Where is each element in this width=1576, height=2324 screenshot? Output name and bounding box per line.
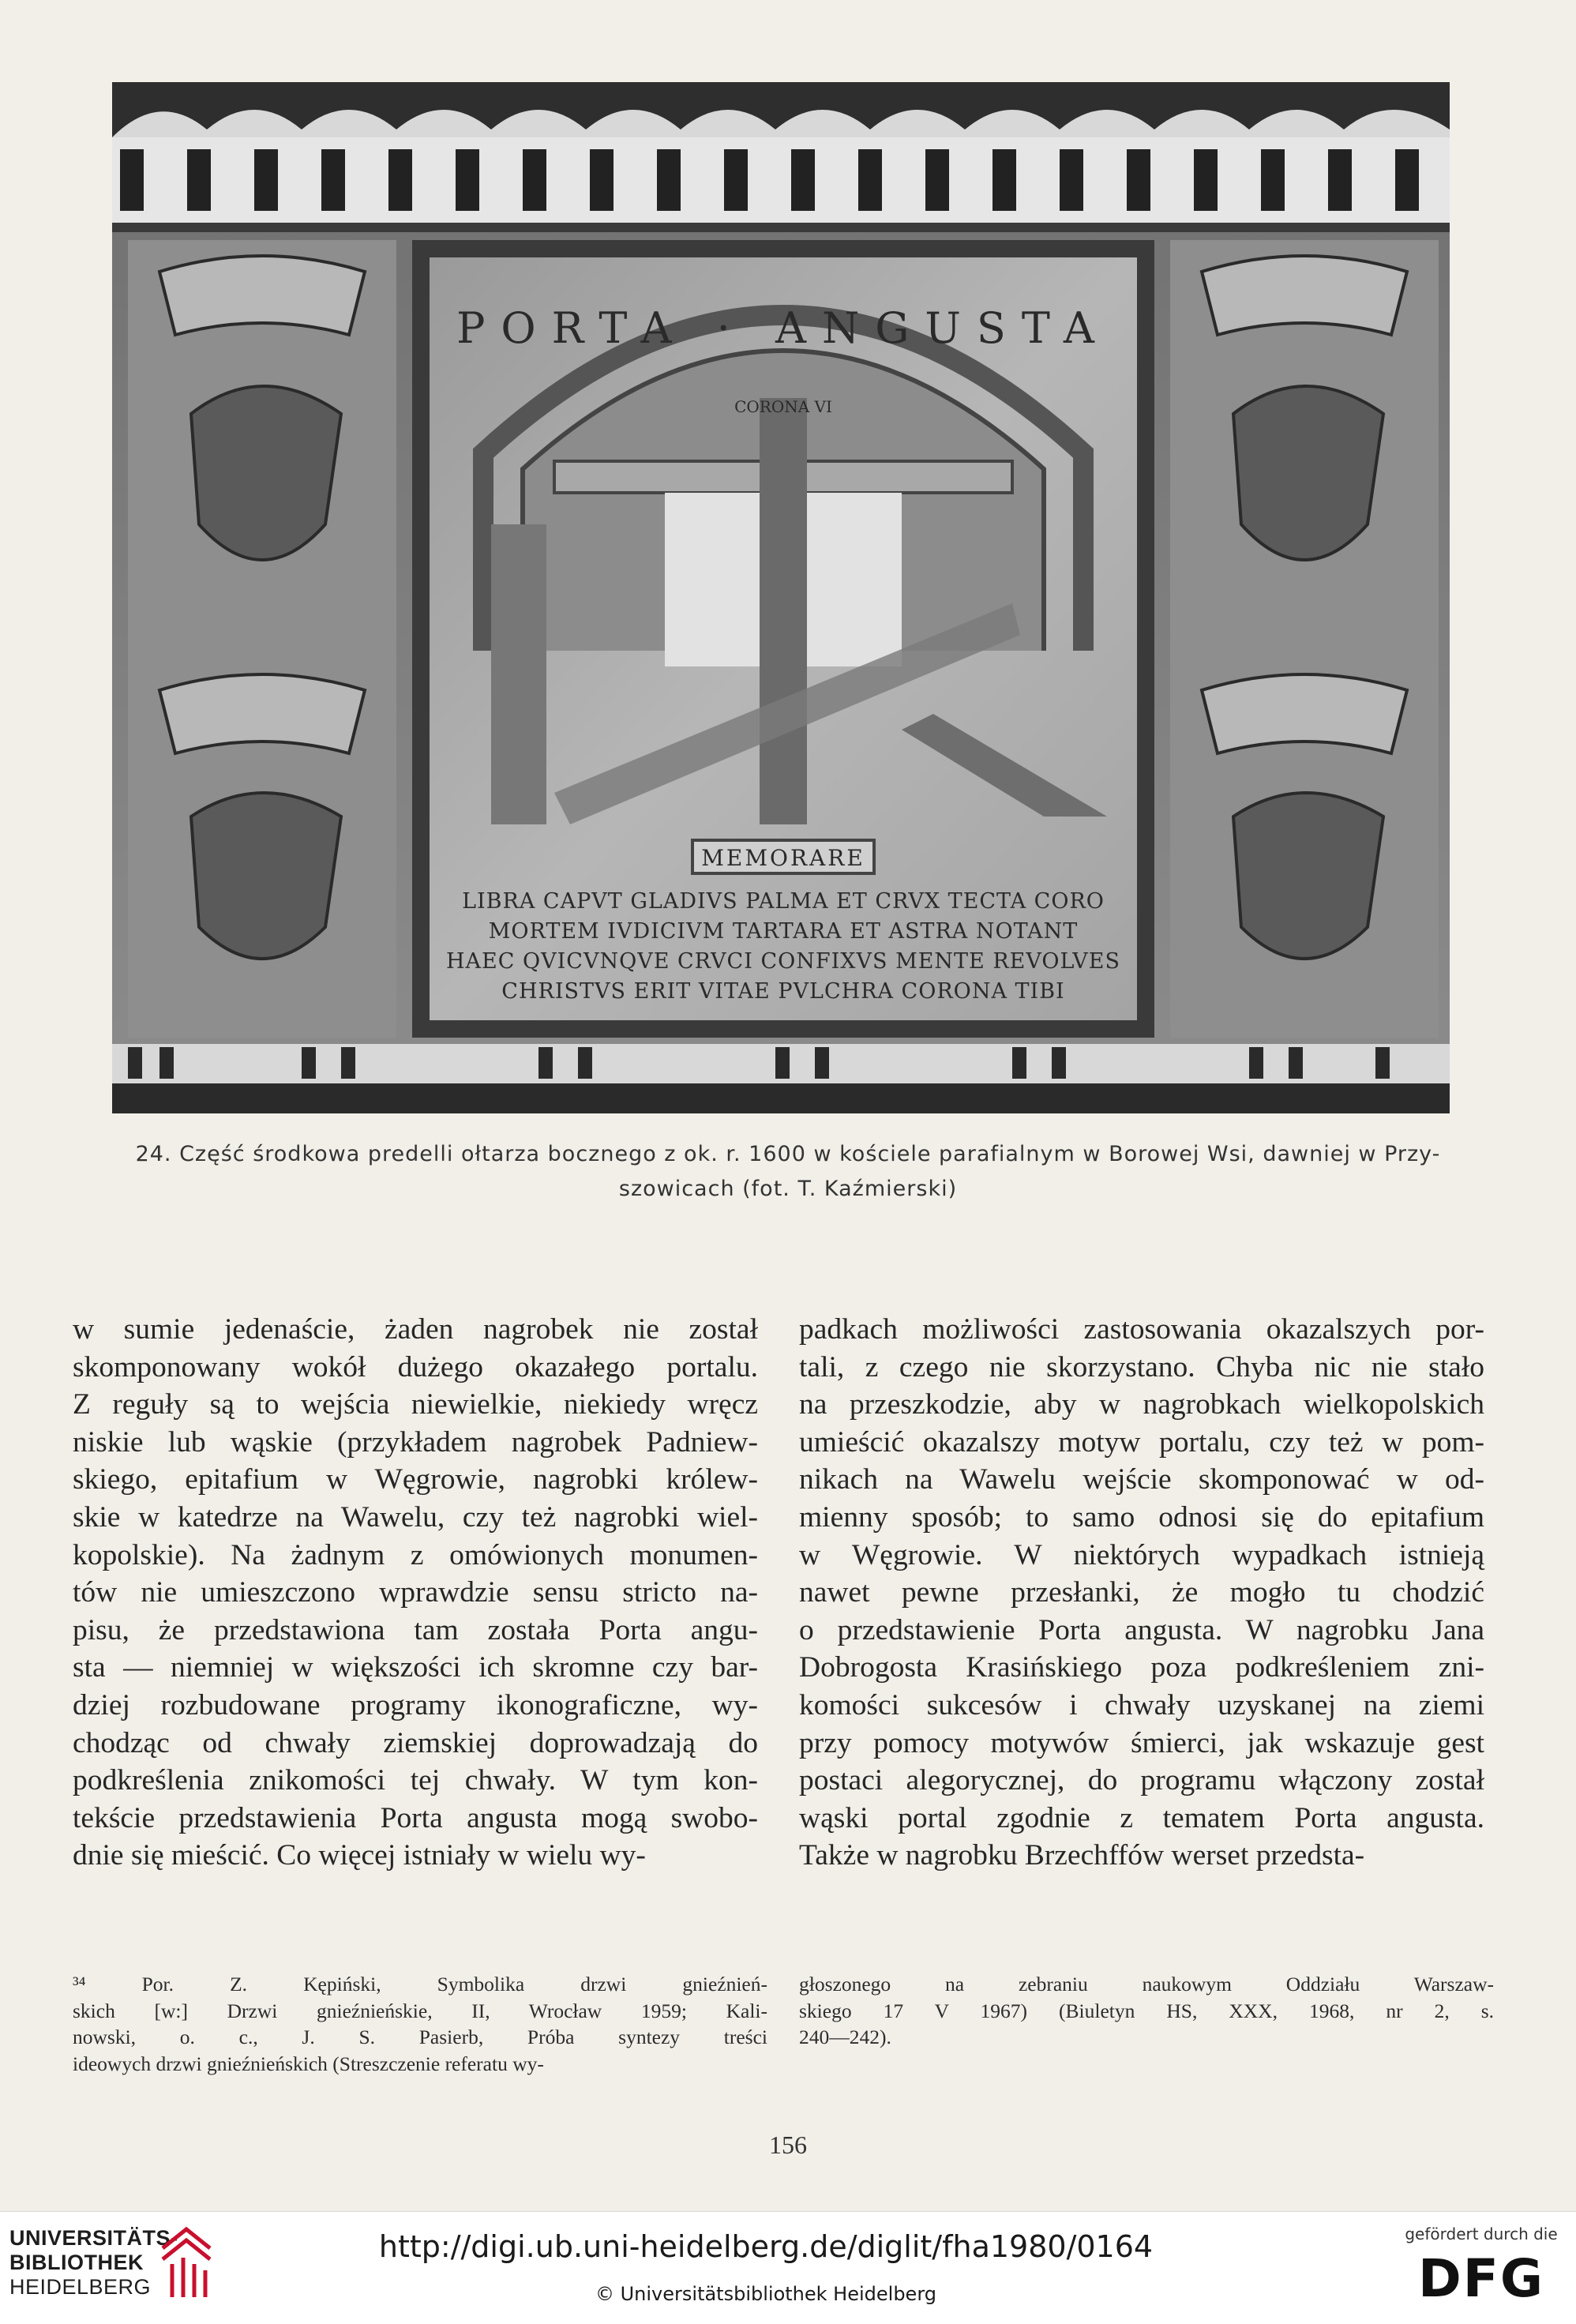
inscription-line-4: CHRISTVS ERIT VITAE PVLCHRA CORONA TIBI (501, 979, 1065, 1004)
inscription-line-1: LIBRA CAPVT GLADIVS PALMA ET CRVX TECTA CORO (462, 889, 1105, 914)
body-line: chodząc od chwały ziemskiej doprowadzają do (73, 1726, 758, 1759)
body-line: o przedstawienie Porta angusta. W nagrobku Jana (799, 1613, 1484, 1646)
body-line: wąski portal zgodnie z tematem Porta angusta. (799, 1801, 1484, 1834)
body-line: Dobrogosta Krasińskiego poza podkreśleniem zni- (799, 1651, 1484, 1684)
body-line: pisu, że przedstawiona tam została Porta angu- (73, 1613, 758, 1646)
body-line: nawet pewne przesłanki, że mogło tu chodzić (799, 1576, 1484, 1609)
body-line: Z reguły są to wejścia niewielkie, niekiedy wręcz (73, 1388, 758, 1421)
body-text-left-column (73, 1311, 758, 1875)
footnote-line: ideowych drzwi gnieźnieńskich (Streszczenie referatu wy- (73, 2052, 544, 2075)
body-line: Także w nagrobku Brzechffów werset przedsta- (799, 1839, 1365, 1872)
body-line: w sumie jedenaście, żaden nagrobek nie został (73, 1313, 758, 1346)
library-name: UNIVERSITÄTS- BIBLIOTHEK HEIDELBERG (9, 2226, 178, 2299)
footnote-left-column (73, 1971, 767, 2077)
body-line: na przeszkodzie, aby w nagrobkach wielkopolskich (799, 1388, 1484, 1421)
page-number: 156 (769, 2131, 807, 2159)
body-line: niskie lub wąskie (przykładem nagrobek Padniew- (73, 1425, 758, 1459)
body-line: tali, z czego nie skorzystano. Chyba nic nie stało (799, 1350, 1484, 1384)
body-text-right-column (799, 1311, 1484, 1875)
body-line: umieścić okazalszy motyw portalu, czy też w pom- (799, 1425, 1484, 1459)
caption-line-2: szowicach (fot. T. Kaźmierski) (618, 1177, 958, 1201)
footnote-right-column (799, 1971, 1494, 2051)
copyright-notice: © Universitätsbibliothek Heidelberg (595, 2283, 936, 2305)
body-line: skiego, epitafium w Węgrowie, nagrobki królew- (73, 1463, 758, 1496)
footnote-line: głoszonego na zebraniu naukowym Oddziału Warszaw- (799, 1973, 1494, 1995)
body-line: sta — niemniej w większości ich skromne czy bar- (73, 1651, 758, 1684)
crown-label-text: CORONA VI (734, 397, 832, 416)
document-url-link[interactable]: http://digi.ub.uni-heidelberg.de/diglit/fha1980/0164 (378, 2229, 1154, 2264)
body-line: dnie się mieścić. Co więcej istniały w wielu wy- (73, 1839, 646, 1872)
body-line: dziej rozbudowane programy ikonograficzne, wy- (73, 1688, 758, 1721)
predella-photograph (112, 82, 1450, 1113)
body-line: podkreślenia znikomości tej chwały. W tym kon- (73, 1764, 758, 1797)
footnote-line: skiego 17 V 1967) (Biuletyn HS, XXX, 1968, nr 2, s. (799, 1999, 1494, 2022)
inscription-line-2: MORTEM IVDICIVM TARTARA ET ASTRA NOTANT (488, 919, 1079, 944)
body-line: w Węgrowie. W niektórych wypadkach istnieją (799, 1538, 1484, 1571)
body-line: postaci alegorycznej, do programu włączony został (799, 1764, 1484, 1797)
body-line: kopolskie). Na żadnym z omówionych monumen- (73, 1538, 758, 1571)
dfg-logo: DFG (1417, 2248, 1545, 2309)
body-line: padkach możliwości zastosowania okazalszych por- (799, 1313, 1484, 1346)
footnote-line: 240—242). (799, 2026, 891, 2048)
funding-label: gefördert durch die (1405, 2225, 1558, 2243)
body-line: tów nie umieszczono wprawdzie sensu stricto na- (73, 1576, 758, 1609)
digitization-footer (0, 2211, 1576, 2324)
memorare-text: MEMORARE (701, 845, 865, 871)
body-line: skie w katedrze na Wawelu, czy też nagrobki wiel- (73, 1500, 758, 1534)
caption-line-1: 24. Część środkowa predelli ołtarza bocznego z ok. r. 1600 w kościele parafialnym w Borowej Wsi, dawniej w Przy- (135, 1142, 1441, 1166)
footnote-line: ³⁴ Por. Z. Kępiński, Symbolika drzwi gnieźnień- (73, 1973, 767, 1995)
body-line: mienny sposób; to samo odnosi się do epitafium (799, 1500, 1484, 1534)
figure-caption (87, 1137, 1489, 1207)
footnote-line: skich [w:] Drzwi gnieźnieńskie, II, Wrocław 1959; Kali- (73, 1999, 767, 2022)
body-line: nikach na Wawelu wejście skomponować w od- (799, 1463, 1484, 1496)
inscription-line-3: HAEC QVICVNQVE CRVCI CONFIXVS MENTE REVOLVES (446, 949, 1120, 974)
panel-title-text: PORTA · ANGUSTA (456, 303, 1110, 353)
body-line: skomponowany wokół dużego okazałego portalu. (73, 1350, 758, 1384)
footnote-line: nowski, o. c., J. S. Pasierb, Próba syntezy treści (73, 2026, 767, 2048)
body-line: tekście przedstawienia Porta angusta mogą swobo- (73, 1801, 758, 1834)
library-logo-icon (155, 2225, 218, 2302)
body-line: komości sukcesów i chwały uzyskanej na ziemi (799, 1688, 1484, 1721)
body-line: przy pomocy motywów śmierci, jak wskazuje gest (799, 1726, 1484, 1759)
